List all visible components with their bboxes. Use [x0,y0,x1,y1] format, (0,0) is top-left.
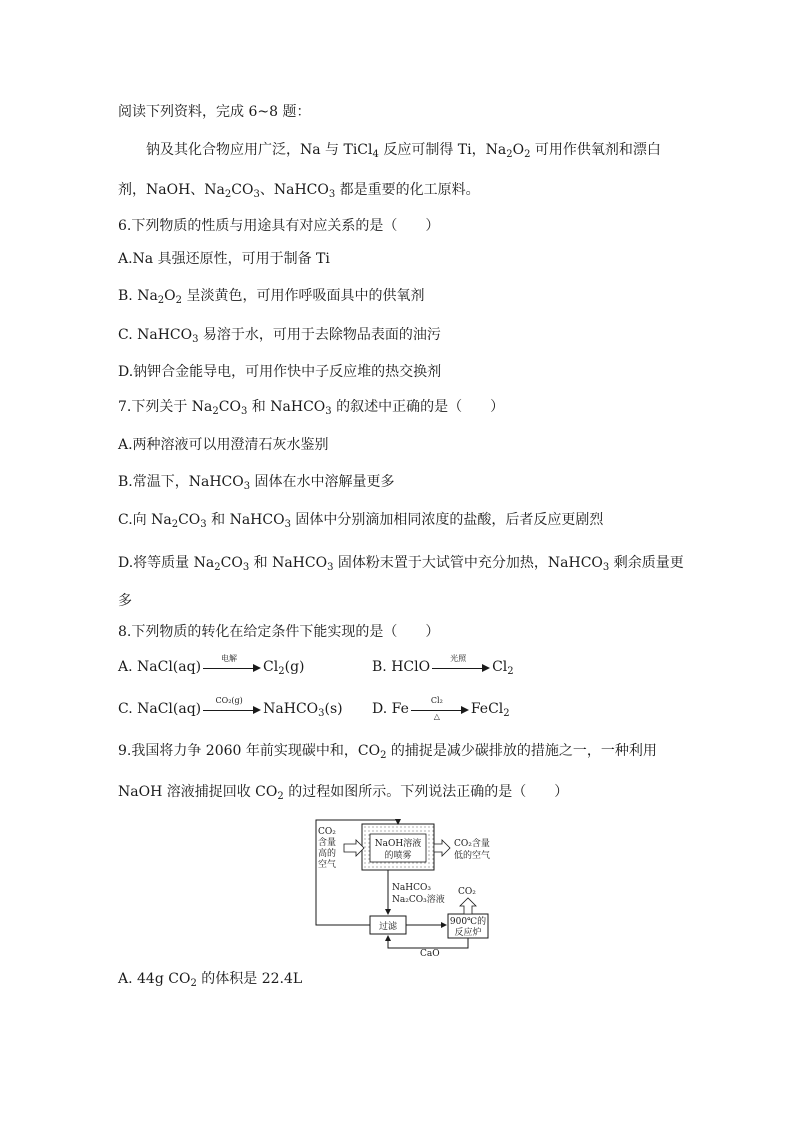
reading-instruction: 阅读下列资料，完成 6~8 题： [118,104,311,120]
furnace-label-2: 反应炉 [454,928,482,938]
reaction-arrow: 光照 [432,660,490,674]
question-9-option-a: A. 44g $CO_2$ 的体积是 22.4L [118,971,303,989]
spray-label-1: NaOH溶液 [374,839,422,849]
question-6-stem: 6.下列物质的性质与用途具有对应关系的是（ ） [118,218,440,234]
question-8-option-d: D. Fe Cl₂ △ FeCl$_2$ [372,696,510,721]
filter-label: 过滤 [378,922,398,932]
output-air-label-1: CO₂含量 [454,839,490,849]
reaction-arrow: 电解 [203,660,261,674]
input-air-label-2: 含量 [318,838,337,848]
input-air-label-4: 空气 [318,860,337,870]
question-7-option-a: A.两种溶液可以用澄清石灰水鉴别 [118,437,329,453]
question-7-option-d: D.将等质量 $Na_2CO_3$ 和 NaHCO$_3$ 固体粉末置于大试管中充分加热，NaHCO$_3$ 剩余质量更 [118,555,684,573]
reaction-arrow: CO₂(g) [203,702,261,716]
solution-label-2: Na₂CO₃溶液 [392,895,445,905]
co2-capture-process-diagram [312,818,512,958]
input-air-label-1: CO₂ [318,827,336,837]
question-7-option-b: B.常温下，NaHCO$_3$ 固体在水中溶解量更多 [118,474,395,492]
question-6-option-a: A.Na 具强还原性，可用于制备 Ti [118,251,330,267]
question-6-option-d: D.钠钾合金能导电，可用作快中子反应堆的热交换剂 [118,364,442,380]
output-air-label-2: 低的空气 [454,851,491,861]
question-8-stem: 8.下列物质的转化在给定条件下能实现的是（ ） [118,624,440,640]
cao-label: CaO [420,949,440,958]
material-paragraph-line1: 钠及其化合物应用广泛，Na 与 TiCl$_4$ 反应可制得 Ti，$Na_2O_2$ 可用作供氧剂和漂白 [146,142,661,160]
question-8-option-c: C. NaCl(aq) CO₂(g) NaHCO$_3$(s) [118,696,343,719]
material-paragraph-line2: 剂，NaOH、$Na_2CO_3$、NaHCO$_3$ 都是重要的化工原料。 [118,182,480,200]
question-9-stem-line1: 9.我国将力争 2060 年前实现碳中和，$CO_2$ 的捕捉是减少碳排放的措施之一，一种利用 [118,743,657,761]
question-9-stem-line2: NaOH 溶液捕捉回收 $CO_2$ 的过程如图所示。下列说法正确的是（ ） [118,784,569,802]
co2-output-label: CO₂ [458,887,476,897]
question-6-option-c: C. NaHCO$_3$ 易溶于水，可用于去除物品表面的油污 [118,327,441,345]
solution-label-1: NaHCO₃ [392,883,431,893]
furnace-label-1: 900℃的 [449,917,487,927]
input-air-label-3: 高的 [318,849,337,859]
question-8-option-b: B. HClO 光照 $Cl_2$ [372,654,514,677]
question-6-option-b: B. $Na_2O_2$ 呈淡黄色，可用作呼吸面具中的供氧剂 [118,288,425,306]
question-7-option-d-continued: 多 [118,593,132,609]
question-7-option-c: C.向 $Na_2CO_3$ 和 NaHCO$_3$ 固体中分别滴加相同浓度的盐酸，后者反应更剧烈 [118,512,604,530]
question-8-option-a: A. NaCl(aq) 电解 $Cl_2(g)$ [118,654,305,677]
spray-label-2: 的喷雾 [384,851,412,861]
reaction-arrow: Cl₂ △ [411,702,469,716]
question-7-stem: 7.下列关于 $Na_2CO_3$ 和 NaHCO$_3$ 的叙述中正确的是（ ） [118,399,505,417]
